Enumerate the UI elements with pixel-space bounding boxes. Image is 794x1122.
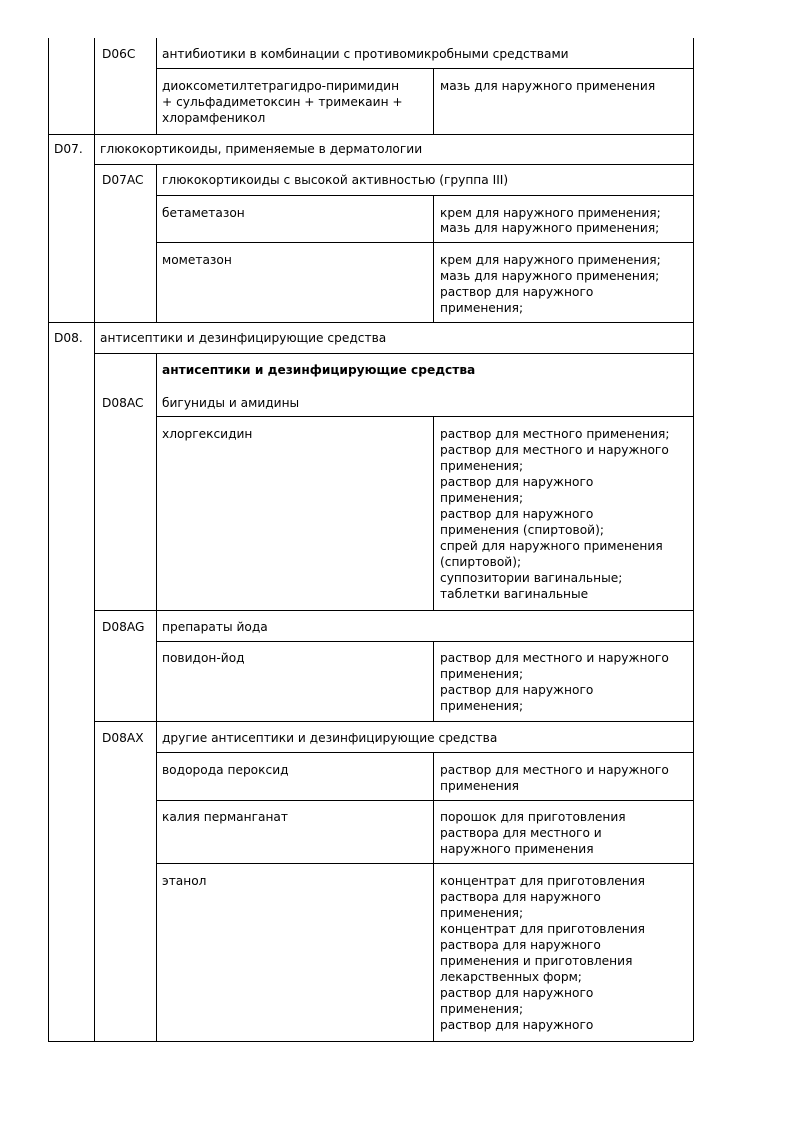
dosage-form-line: раствора для местного и — [440, 826, 602, 840]
dosage-form-line: крем для наружного применения; — [440, 206, 661, 220]
dosage-form-line: раствор для наружного — [440, 507, 594, 521]
dosage-form-line: (спиртовой); — [440, 555, 522, 569]
table-border-right — [693, 38, 694, 1041]
dosage-form-line: раствора для наружного — [440, 890, 601, 904]
dosage-form-line: раствор для местного и наружного — [440, 651, 669, 665]
group-name: бигуниды и амидины — [162, 396, 300, 410]
dosage-form-line: таблетки вагинальные — [440, 587, 589, 601]
dosage-form-line: применения; — [440, 667, 524, 681]
drug-name: водорода пероксид — [162, 763, 289, 777]
table-border-form-column — [433, 195, 434, 322]
dosage-form-line: применения; — [440, 699, 524, 713]
row-divider — [156, 752, 693, 753]
dosage-form-line: применения; — [440, 1002, 524, 1016]
drug-name-line: диоксометилтетрагидро-пиримидин — [162, 79, 400, 93]
dosage-form-line: суппозитории вагинальные; — [440, 571, 623, 585]
atc-code: D08AX — [102, 731, 144, 745]
row-divider — [156, 863, 693, 864]
dosage-form-line: раствор для наружного — [440, 1018, 594, 1032]
dosage-form-line: раствор для местного применения; — [440, 427, 670, 441]
subgroup-heading: антисептики и дезинфицирующие средства — [162, 363, 476, 377]
group-name: глюкокортикоиды с высокой активностью (группа III) — [162, 173, 509, 187]
dosage-form-line: раствора для наружного — [440, 938, 601, 952]
row-divider — [156, 416, 693, 417]
row-divider — [156, 242, 693, 243]
dosage-form-line: раствор для наружного — [440, 683, 594, 697]
atc-code: D08. — [54, 331, 83, 345]
dosage-form-line: раствор для наружного — [440, 475, 594, 489]
group-name: антисептики и дезинфицирующие средства — [100, 331, 387, 345]
dosage-form-line: мазь для наружного применения; — [440, 269, 660, 283]
dosage-form-line: раствор для наружного — [440, 986, 594, 1000]
row-divider — [94, 610, 693, 611]
dosage-form-line: мазь для наружного применения — [440, 79, 656, 93]
row-divider — [48, 322, 693, 323]
atc-code: D08AG — [102, 620, 145, 634]
atc-code: D06C — [102, 47, 136, 61]
group-name: препараты йода — [162, 620, 268, 634]
dosage-form-line: концентрат для приготовления — [440, 922, 645, 936]
drug-name: калия перманганат — [162, 810, 288, 824]
table-border-name-column — [156, 353, 157, 1041]
row-divider — [48, 134, 693, 135]
row-divider — [156, 195, 693, 196]
dosage-form-line: раствор для наружного — [440, 285, 594, 299]
drug-name: мометазон — [162, 253, 232, 267]
drug-name: повидон-йод — [162, 651, 245, 665]
dosage-form-line: раствор для местного и наружного — [440, 443, 669, 457]
dosage-form-line: применения; — [440, 491, 524, 505]
dosage-form-line: крем для наружного применения; — [440, 253, 661, 267]
row-divider — [156, 641, 693, 642]
row-divider — [94, 353, 693, 354]
table-border-bottom — [48, 1041, 693, 1042]
table-border-code-column — [94, 38, 95, 1041]
dosage-form-line: мазь для наружного применения; — [440, 221, 660, 235]
dosage-form-line: наружного применения — [440, 842, 594, 856]
drug-name-line: хлорамфеникол — [162, 111, 266, 125]
row-divider — [94, 721, 693, 722]
drug-name: хлоргексидин — [162, 427, 253, 441]
row-divider — [156, 800, 693, 801]
group-name: антибиотики в комбинации с противомикробными средствами — [162, 47, 569, 61]
row-divider — [94, 164, 693, 165]
table-border-form-column — [433, 752, 434, 1041]
dosage-form-line: лекарственных форм; — [440, 970, 582, 984]
atc-code: D07. — [54, 142, 83, 156]
dosage-form-line: порошок для приготовления — [440, 810, 626, 824]
atc-code: D08AC — [102, 396, 144, 410]
group-name: глюкокортикоиды, применяемые в дерматологии — [100, 142, 423, 156]
drug-name: бетаметазон — [162, 206, 245, 220]
table-border-form-column — [433, 68, 434, 134]
table-border-left — [48, 38, 49, 1041]
dosage-form-line: применения (спиртовой); — [440, 523, 604, 537]
drug-name-line: + сульфадиметоксин + тримекаин + — [162, 95, 403, 109]
dosage-form-line: применения; — [440, 301, 524, 315]
dosage-form-line: применения; — [440, 906, 524, 920]
table-border-form-column — [433, 641, 434, 721]
table-border-form-column — [433, 416, 434, 610]
dosage-form-line: концентрат для приготовления — [440, 874, 645, 888]
dosage-form-line: раствор для местного и наружного — [440, 763, 669, 777]
atc-code: D07AC — [102, 173, 144, 187]
dosage-form-line: применения; — [440, 459, 524, 473]
dosage-form-line: спрей для наружного применения — [440, 539, 663, 553]
dosage-form-line: применения и приготовления — [440, 954, 633, 968]
dosage-form-line: применения — [440, 779, 520, 793]
drug-name: этанол — [162, 874, 207, 888]
group-name: другие антисептики и дезинфицирующие средства — [162, 731, 498, 745]
row-divider — [156, 68, 693, 69]
table-border-name-column — [156, 38, 157, 134]
table-border-name-column — [156, 164, 157, 322]
